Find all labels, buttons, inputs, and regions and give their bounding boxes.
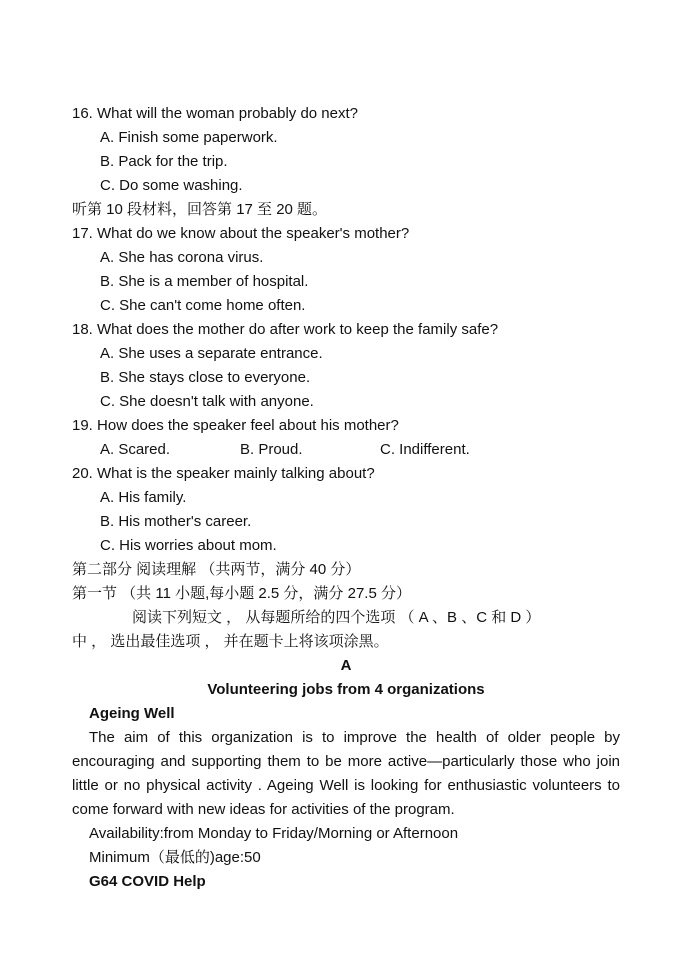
question-16-option-c: C. Do some washing. xyxy=(100,177,243,194)
question-20-option-a: A. His family. xyxy=(100,489,187,506)
question-18-option-c: C. She doesn't talk with anyone. xyxy=(100,393,314,410)
question-16-option-b: B. Pack for the trip. xyxy=(100,153,228,170)
question-20-option-c: C. His worries about mom. xyxy=(100,537,277,554)
question-18-option-b: B. She stays close to everyone. xyxy=(100,369,311,386)
question-18-option-a: A. She uses a separate entrance. xyxy=(100,345,323,362)
org-ageing-well-minimum-age: Minimum（最低的)age:50 xyxy=(89,849,261,866)
question-18-stem: 18. What does the mother do after work to keep the family safe? xyxy=(72,321,499,338)
question-19-option-b: B. Proud. xyxy=(240,441,303,458)
section1-title: 第一节 （共 11 小题,每小题 2.5 分，满分 27.5 分） xyxy=(72,585,411,602)
document-content xyxy=(72,102,620,894)
part2-title: 第二部分 阅读理解 （共两节，满分 40 分） xyxy=(72,561,361,578)
question-16-option-a: A. Finish some paperwork. xyxy=(100,129,278,146)
question-17-stem: 17. What do we know about the speaker's mother? xyxy=(72,225,410,242)
org-ageing-well-availability: Availability:from Monday to Friday/Morning or Afternoon xyxy=(89,825,459,842)
question-16-stem: 16. What will the woman probably do next? xyxy=(72,105,358,122)
org-ageing-well-name: Ageing Well xyxy=(89,705,175,722)
question-17-option-c: C. She can't come home often. xyxy=(100,297,306,314)
passage-letter: A xyxy=(340,657,352,674)
question-19-option-c: C. Indifferent. xyxy=(380,441,470,458)
org-ageing-well-description: The aim of this organization is to improve the health of older people by encouraging and supporting them to be more active—particularly those who join little or no physical activity . Ageing Well is looking for enthusiastic volunteers to come forward with new ideas for activities of the program. xyxy=(72,729,620,818)
question-17-option-b: B. She is a member of hospital. xyxy=(100,273,309,290)
question-20-stem: 20. What is the speaker mainly talking about? xyxy=(72,465,375,482)
question-20-option-b: B. His mother's career. xyxy=(100,513,252,530)
org-g64-covid-help-name: G64 COVID Help xyxy=(89,873,206,890)
passage-title: Volunteering jobs from 4 organizations xyxy=(207,681,485,698)
question-19-option-a: A. Scared. xyxy=(100,441,171,458)
question-19-stem: 19. How does the speaker feel about his mother? xyxy=(72,417,399,434)
reading-instruction-line-2: 中 ， 选出最佳选项 ， 并在题卡上将该项涂黑。 xyxy=(72,633,389,650)
reading-instruction-line-1: 阅读下列短文 ， 从每题所给的四个选项 （ A 、B 、C 和 D ） xyxy=(132,609,541,626)
question-19-options xyxy=(72,438,620,462)
question-17-option-a: A. She has corona virus. xyxy=(100,249,264,266)
listening-instruction: 听第 10 段材料，回答第 17 至 20 题。 xyxy=(72,201,328,218)
